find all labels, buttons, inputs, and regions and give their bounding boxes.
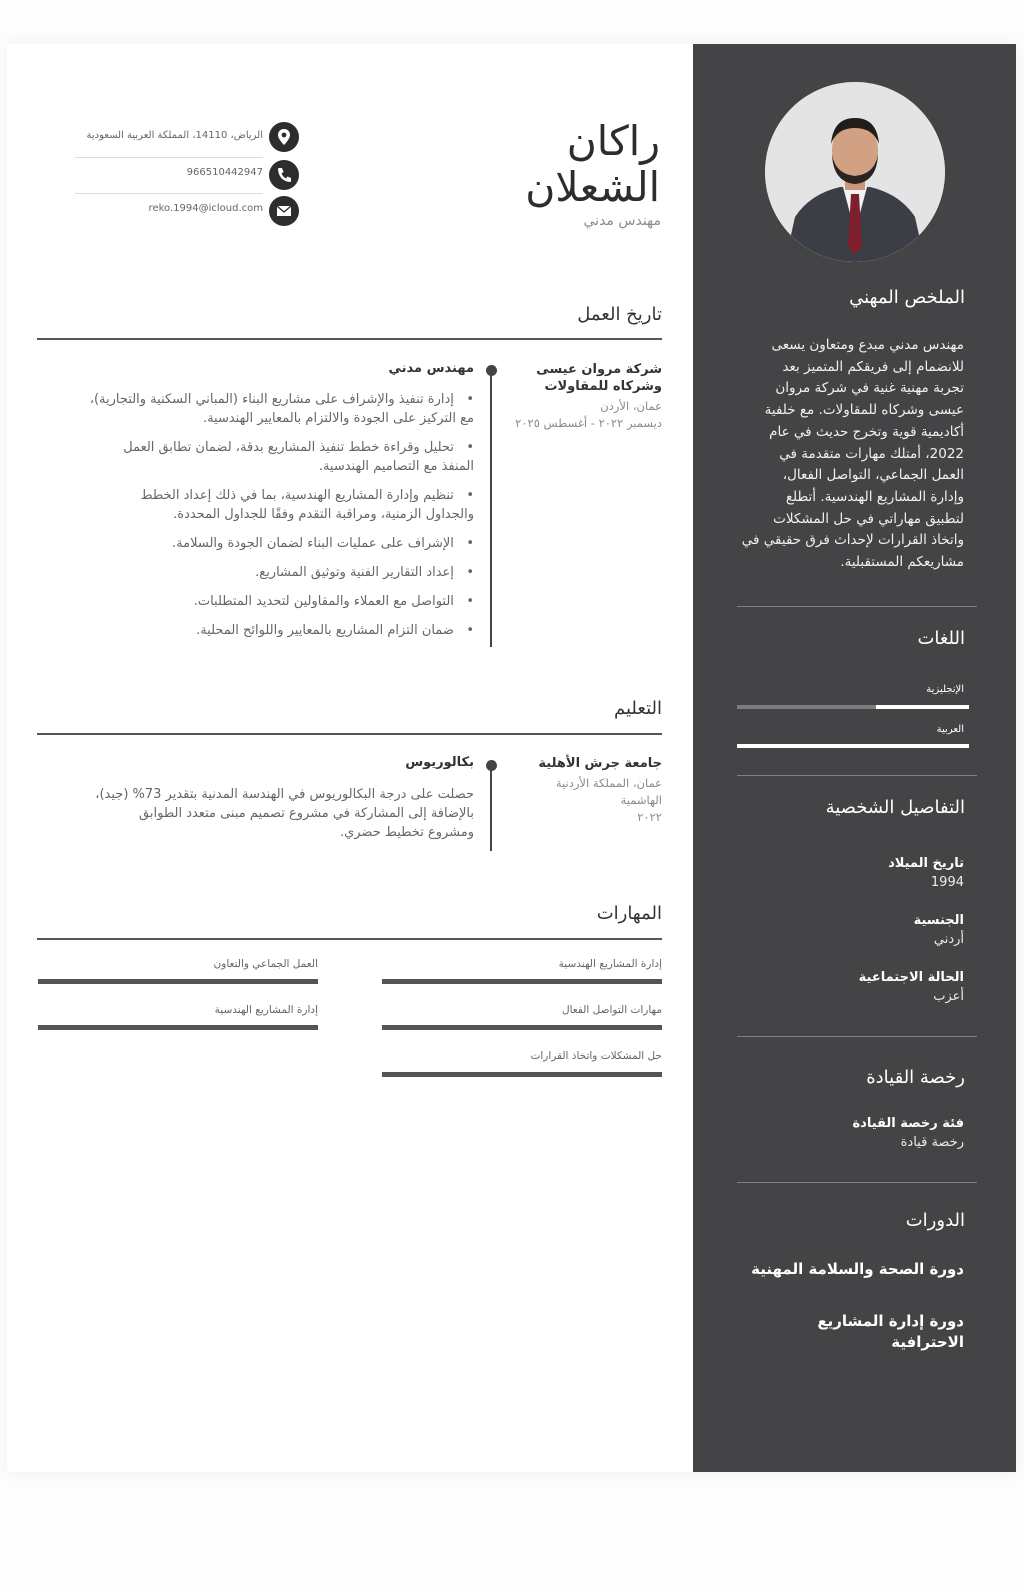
summary-line: أكاديمية قوية وتخرج حديث في عام bbox=[769, 423, 964, 440]
profile-photo bbox=[765, 82, 945, 262]
language-level-bar bbox=[876, 705, 969, 709]
personal-label: تاريخ الميلاد bbox=[888, 856, 964, 871]
summary-line: مشاريعكم المستقبلية. bbox=[840, 554, 964, 571]
bullet-text: تحليل وقراءة خطط تنفيذ المشاريع بدقة، لضمان تطابق العمل bbox=[123, 440, 454, 455]
bullet-text: والجداول الزمنية، ومراقبة التقدم وفقًا للجداول المحددة. bbox=[173, 507, 474, 522]
summary-text bbox=[724, 335, 964, 574]
work-location: عمان، الأردن bbox=[600, 399, 662, 413]
skill-name: العمل الجماعي والتعاون bbox=[213, 958, 318, 970]
bullet-icon: • bbox=[453, 392, 474, 407]
degree-title: بكالوريوس bbox=[405, 755, 474, 770]
company-line: وشركاه للمقاولات bbox=[544, 379, 662, 394]
bullet-item bbox=[34, 534, 474, 553]
license-label: فئة رخصة القيادة bbox=[852, 1116, 964, 1131]
location-line: الهاشمية bbox=[620, 793, 662, 807]
university-name: جامعة جرش الأهلية bbox=[538, 756, 662, 771]
timeline-line bbox=[490, 370, 492, 647]
course-line: دورة الصحة والسلامة المهنية bbox=[751, 1260, 964, 1278]
bullet-text: إدارة تنفيذ والإشراف على مشاريع البناء (المباني السكنية والتجارية)، bbox=[89, 392, 454, 407]
job-title: مهندس مدني bbox=[583, 213, 661, 229]
skill-bar bbox=[38, 979, 318, 984]
bullet-text: إعداد التقارير الفنية وتوثيق المشاريع. bbox=[255, 565, 454, 580]
description-line: حصلت على درجة البكالوريوس في الهندسة المدنية بتقدير 73% (جيد)، bbox=[95, 787, 474, 802]
contact-divider bbox=[75, 193, 263, 194]
skill-bar bbox=[382, 1072, 662, 1077]
mail-icon bbox=[269, 196, 299, 226]
divider bbox=[737, 1036, 977, 1037]
bullet-text: الإشراف على عمليات البناء لضمان الجودة والسلامة. bbox=[172, 536, 454, 551]
summary-heading: الملخص المهني bbox=[849, 287, 965, 308]
description-line: بالإضافة إلى المشاركة في مشروع تصميم مبنى متعدد الطوابق bbox=[139, 806, 474, 821]
personal-label: الحالة الاجتماعية bbox=[858, 970, 964, 985]
divider bbox=[737, 1182, 977, 1183]
timeline-line bbox=[490, 765, 492, 851]
divider bbox=[737, 775, 977, 776]
language-name: الإنجليزية bbox=[926, 684, 964, 695]
bullet-item bbox=[34, 438, 474, 476]
divider bbox=[737, 606, 977, 607]
skills-heading: المهارات bbox=[596, 903, 662, 924]
bullet-item bbox=[34, 621, 474, 640]
contact-divider bbox=[75, 157, 263, 158]
personal-value: أعزب bbox=[933, 989, 964, 1004]
bullet-text: مع التركيز على الجودة والالتزام بالمعايير الهندسية. bbox=[202, 411, 474, 426]
bullet-icon: • bbox=[453, 488, 474, 503]
personal-value: أردني bbox=[933, 932, 964, 947]
work-heading: تاريخ العمل bbox=[577, 304, 662, 325]
phone-icon bbox=[269, 160, 299, 190]
bullet-text: ضمان التزام المشاريع بالمعايير واللوائح المحلية. bbox=[196, 623, 454, 638]
bullet-icon: • bbox=[453, 594, 474, 609]
course-item bbox=[817, 1311, 964, 1353]
bullet-text: التواصل مع العملاء والمقاولين لتحديد المتطلبات. bbox=[193, 594, 454, 609]
work-dates: ديسمبر ٢٠٢٢ - أغسطس ٢٠٢٥ bbox=[515, 416, 662, 430]
summary-line: للانضمام إلى فريقكم المتميز بعد bbox=[782, 358, 964, 375]
courses-heading: الدورات bbox=[905, 1210, 965, 1231]
summary-line: العمل الجماعي، التواصل الفعال، bbox=[782, 467, 964, 484]
location-line: عمان، المملكة الأردنية bbox=[555, 776, 662, 790]
summary-line: وإدارة المشاريع الهندسية. أتطلع bbox=[785, 488, 964, 505]
summary-line: تجربة مهنية غنية في شركة مروان bbox=[775, 380, 964, 397]
graduation-year: ٢٠٢٢ bbox=[637, 810, 662, 824]
skill-bar bbox=[382, 1025, 662, 1030]
section-divider bbox=[37, 338, 662, 340]
phone-text[interactable]: 966510442947 bbox=[186, 167, 263, 178]
skill-name: إدارة المشاريع الهندسية bbox=[214, 1004, 318, 1016]
location-pin-icon bbox=[269, 122, 299, 152]
name-first: راكان bbox=[566, 117, 660, 165]
summary-line: عيسى وشركاه للمقاولات. مع خلفية bbox=[764, 402, 964, 419]
skill-name: حل المشكلات واتخاذ القرارات bbox=[530, 1050, 662, 1062]
email-text[interactable]: reko.1994@icloud.com bbox=[148, 203, 263, 214]
skill-bar bbox=[382, 979, 662, 984]
bullet-icon: • bbox=[453, 623, 474, 638]
language-name: العربية bbox=[936, 724, 964, 735]
personal-heading: التفاصيل الشخصية bbox=[825, 797, 965, 818]
license-heading: رخصة القيادة bbox=[866, 1067, 965, 1088]
languages-heading: اللغات bbox=[917, 628, 965, 649]
bullet-item bbox=[34, 390, 474, 428]
course-line: دورة إدارة المشاريع bbox=[817, 1312, 964, 1330]
license-value: رخصة قيادة bbox=[900, 1135, 964, 1150]
personal-value: 1994 bbox=[930, 875, 964, 890]
name-last: الشعلان bbox=[525, 163, 660, 211]
company-line: شركة مروان عيسى bbox=[536, 362, 662, 377]
bullet-icon: • bbox=[453, 565, 474, 580]
bullet-icon: • bbox=[453, 536, 474, 551]
skill-name: إدارة المشاريع الهندسية bbox=[558, 958, 662, 970]
bullet-item bbox=[34, 592, 474, 611]
degree-description bbox=[14, 785, 474, 842]
bullet-text: المنفذ مع التصاميم الهندسية. bbox=[318, 459, 474, 474]
avatar bbox=[765, 82, 945, 262]
course-line: الاحترافية bbox=[891, 1333, 964, 1351]
description-line: ومشروع تخطيط حضري. bbox=[339, 825, 474, 840]
address-text: الرياض، 14110، المملكة العربية السعودية bbox=[86, 130, 263, 141]
education-location bbox=[556, 775, 662, 809]
bullet-item bbox=[34, 486, 474, 524]
personal-label: الجنسية bbox=[913, 913, 964, 928]
summary-line: واتخاذ القرارات لإحداث فرق حقيقي في bbox=[741, 532, 964, 549]
timeline-dot bbox=[486, 760, 497, 771]
summary-line: 2022، أمتلك مهارات متقدمة في bbox=[779, 445, 964, 462]
summary-line: لتطبيق مهاراتي في حل المشكلات bbox=[773, 510, 964, 527]
section-divider bbox=[37, 733, 662, 735]
bullet-item bbox=[34, 563, 474, 582]
language-level-bar bbox=[737, 744, 969, 748]
company-name bbox=[536, 361, 662, 395]
bullet-icon: • bbox=[453, 440, 474, 455]
skill-name: مهارات التواصل الفعال bbox=[561, 1004, 662, 1016]
skill-bar bbox=[38, 1025, 318, 1030]
timeline-dot bbox=[486, 365, 497, 376]
bullet-text: تنظيم وإدارة المشاريع الهندسية، بما في ذلك إعداد الخطط bbox=[140, 488, 454, 503]
section-divider bbox=[37, 938, 662, 940]
summary-line: مهندس مدني مبدع ومتعاون يسعى bbox=[771, 337, 964, 353]
role-title: مهندس مدني bbox=[388, 361, 474, 376]
education-heading: التعليم bbox=[614, 698, 662, 719]
course-item bbox=[751, 1259, 964, 1280]
